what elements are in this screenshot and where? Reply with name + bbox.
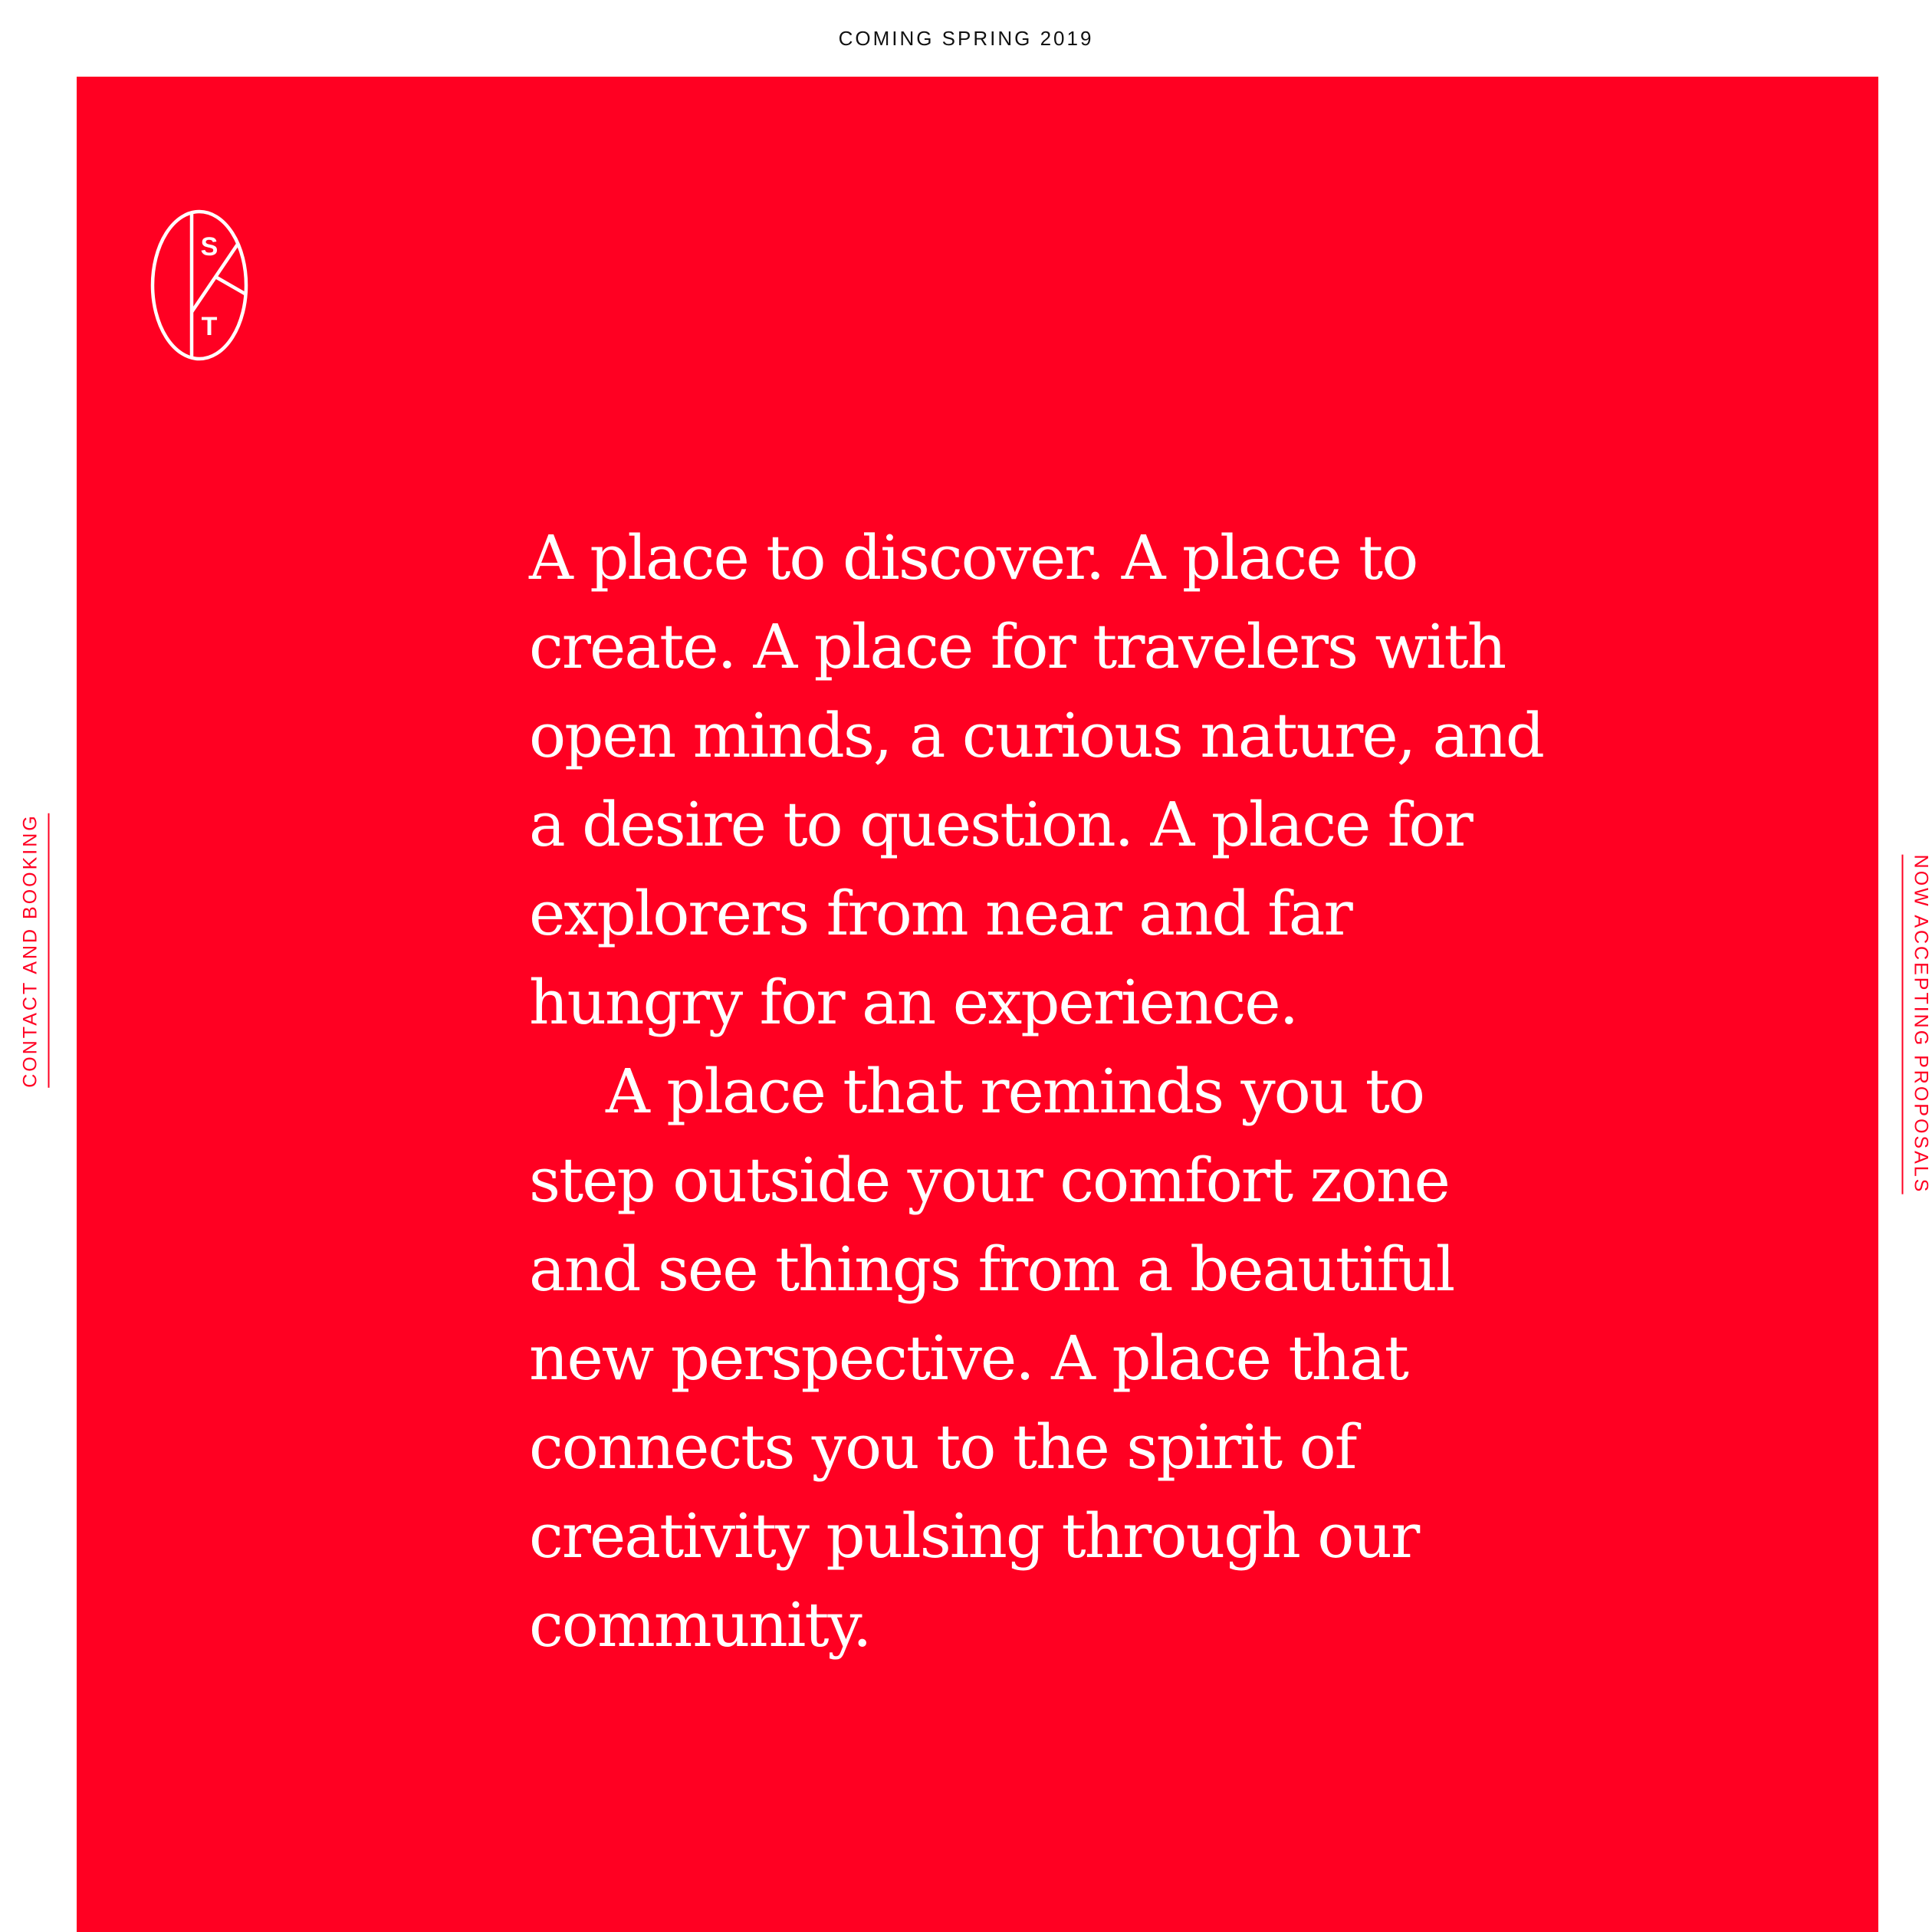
logo-letter-t: T xyxy=(201,312,218,341)
manifesto-paragraph-2: A place that reminds you to step outside your comfort zone and see things from a beautiful new perspective. A place that connects you to the spirit of creativity pulsing through our community. xyxy=(529,1056,1454,1661)
manifesto-paragraph-1: A place to discover. A place to create. A place for travelers with open minds, a curious nature, and a desire to question. A place for explorers from near and far hungry for an experience. xyxy=(529,522,1543,1038)
coming-soon-text: COMING SPRING 2019 xyxy=(838,26,1094,50)
contact-and-booking-link[interactable]: CONTACT AND BOOKING xyxy=(20,813,50,1088)
manifesto-text xyxy=(529,514,1549,1670)
skt-monogram-logo-icon[interactable] xyxy=(150,209,249,362)
now-accepting-proposals-link[interactable]: NOW ACCEPTING PROPOSALS xyxy=(1902,855,1932,1194)
logo-svg xyxy=(150,209,249,362)
top-banner xyxy=(0,0,1932,77)
logo-letter-s: S xyxy=(200,232,219,261)
